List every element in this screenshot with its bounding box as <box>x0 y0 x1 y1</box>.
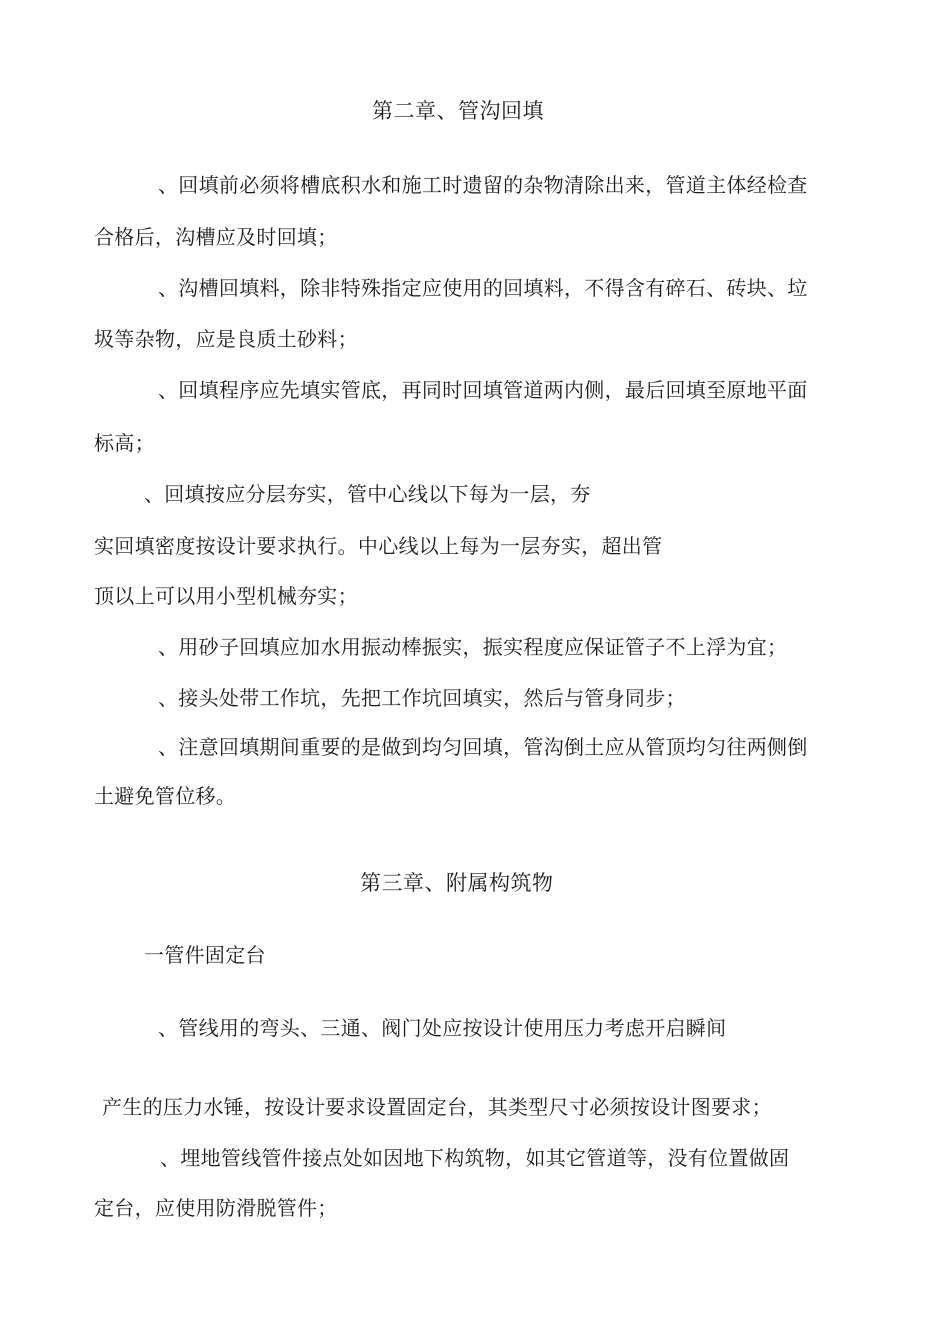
paragraph-line: 、埋地管线管件接点处如因地下构筑物，如其它管道等，没有位置做固 <box>160 1146 790 1170</box>
paragraph-line: 实回填密度按设计要求执行。中心线以上每为一层夯实，超出管 <box>94 534 663 558</box>
paragraph-line: 标高； <box>94 431 155 455</box>
paragraph-line: 、回填程序应先填实管底，再同时回填管道两内侧，最后回填至原地平面 <box>158 378 808 402</box>
paragraph-line: 、回填按应分层夯实，管中心线以下每为一层，夯 <box>144 482 591 506</box>
chapter-2-title: 第二章、管沟回填 <box>372 99 544 123</box>
chapter-3-title: 第三章、附属构筑物 <box>360 871 554 895</box>
paragraph-line: 、回填前必须将槽底积水和施工时遗留的杂物清除出来，管道主体经检查 <box>158 173 808 197</box>
paragraph-line: 、注意回填期间重要的是做到均匀回填，管沟倒土应从管顶均匀往两侧倒 <box>158 735 808 759</box>
paragraph-line: 、用砂子回填应加水用振动棒振实，振实程度应保证管子不上浮为宜； <box>158 635 788 659</box>
paragraph-line: 、管线用的弯头、三通、阀门处应按设计使用压力考虑开启瞬间 <box>158 1016 727 1040</box>
paragraph-line: 土避免管位移。 <box>94 784 237 808</box>
section-subtitle: 一管件固定台 <box>144 943 266 967</box>
paragraph-line: 定台，应使用防滑脱管件； <box>94 1196 338 1220</box>
paragraph-line: 、接头处带工作坑，先把工作坑回填实，然后与管身同步； <box>158 686 686 710</box>
paragraph-line: 、沟槽回填料，除非特殊指定应使用的回填料，不得含有碎石、砖块、垃 <box>158 276 808 300</box>
paragraph-line: 圾等杂物，应是良质土砂料； <box>94 327 358 351</box>
paragraph-line: 顶以上可以用小型机械夯实； <box>94 584 358 608</box>
paragraph-line: 合格后，沟槽应及时回填； <box>94 225 338 249</box>
paragraph-line: 产生的压力水锤，按设计要求设置固定台，其类型尺寸必须按设计图要求； <box>102 1095 772 1119</box>
